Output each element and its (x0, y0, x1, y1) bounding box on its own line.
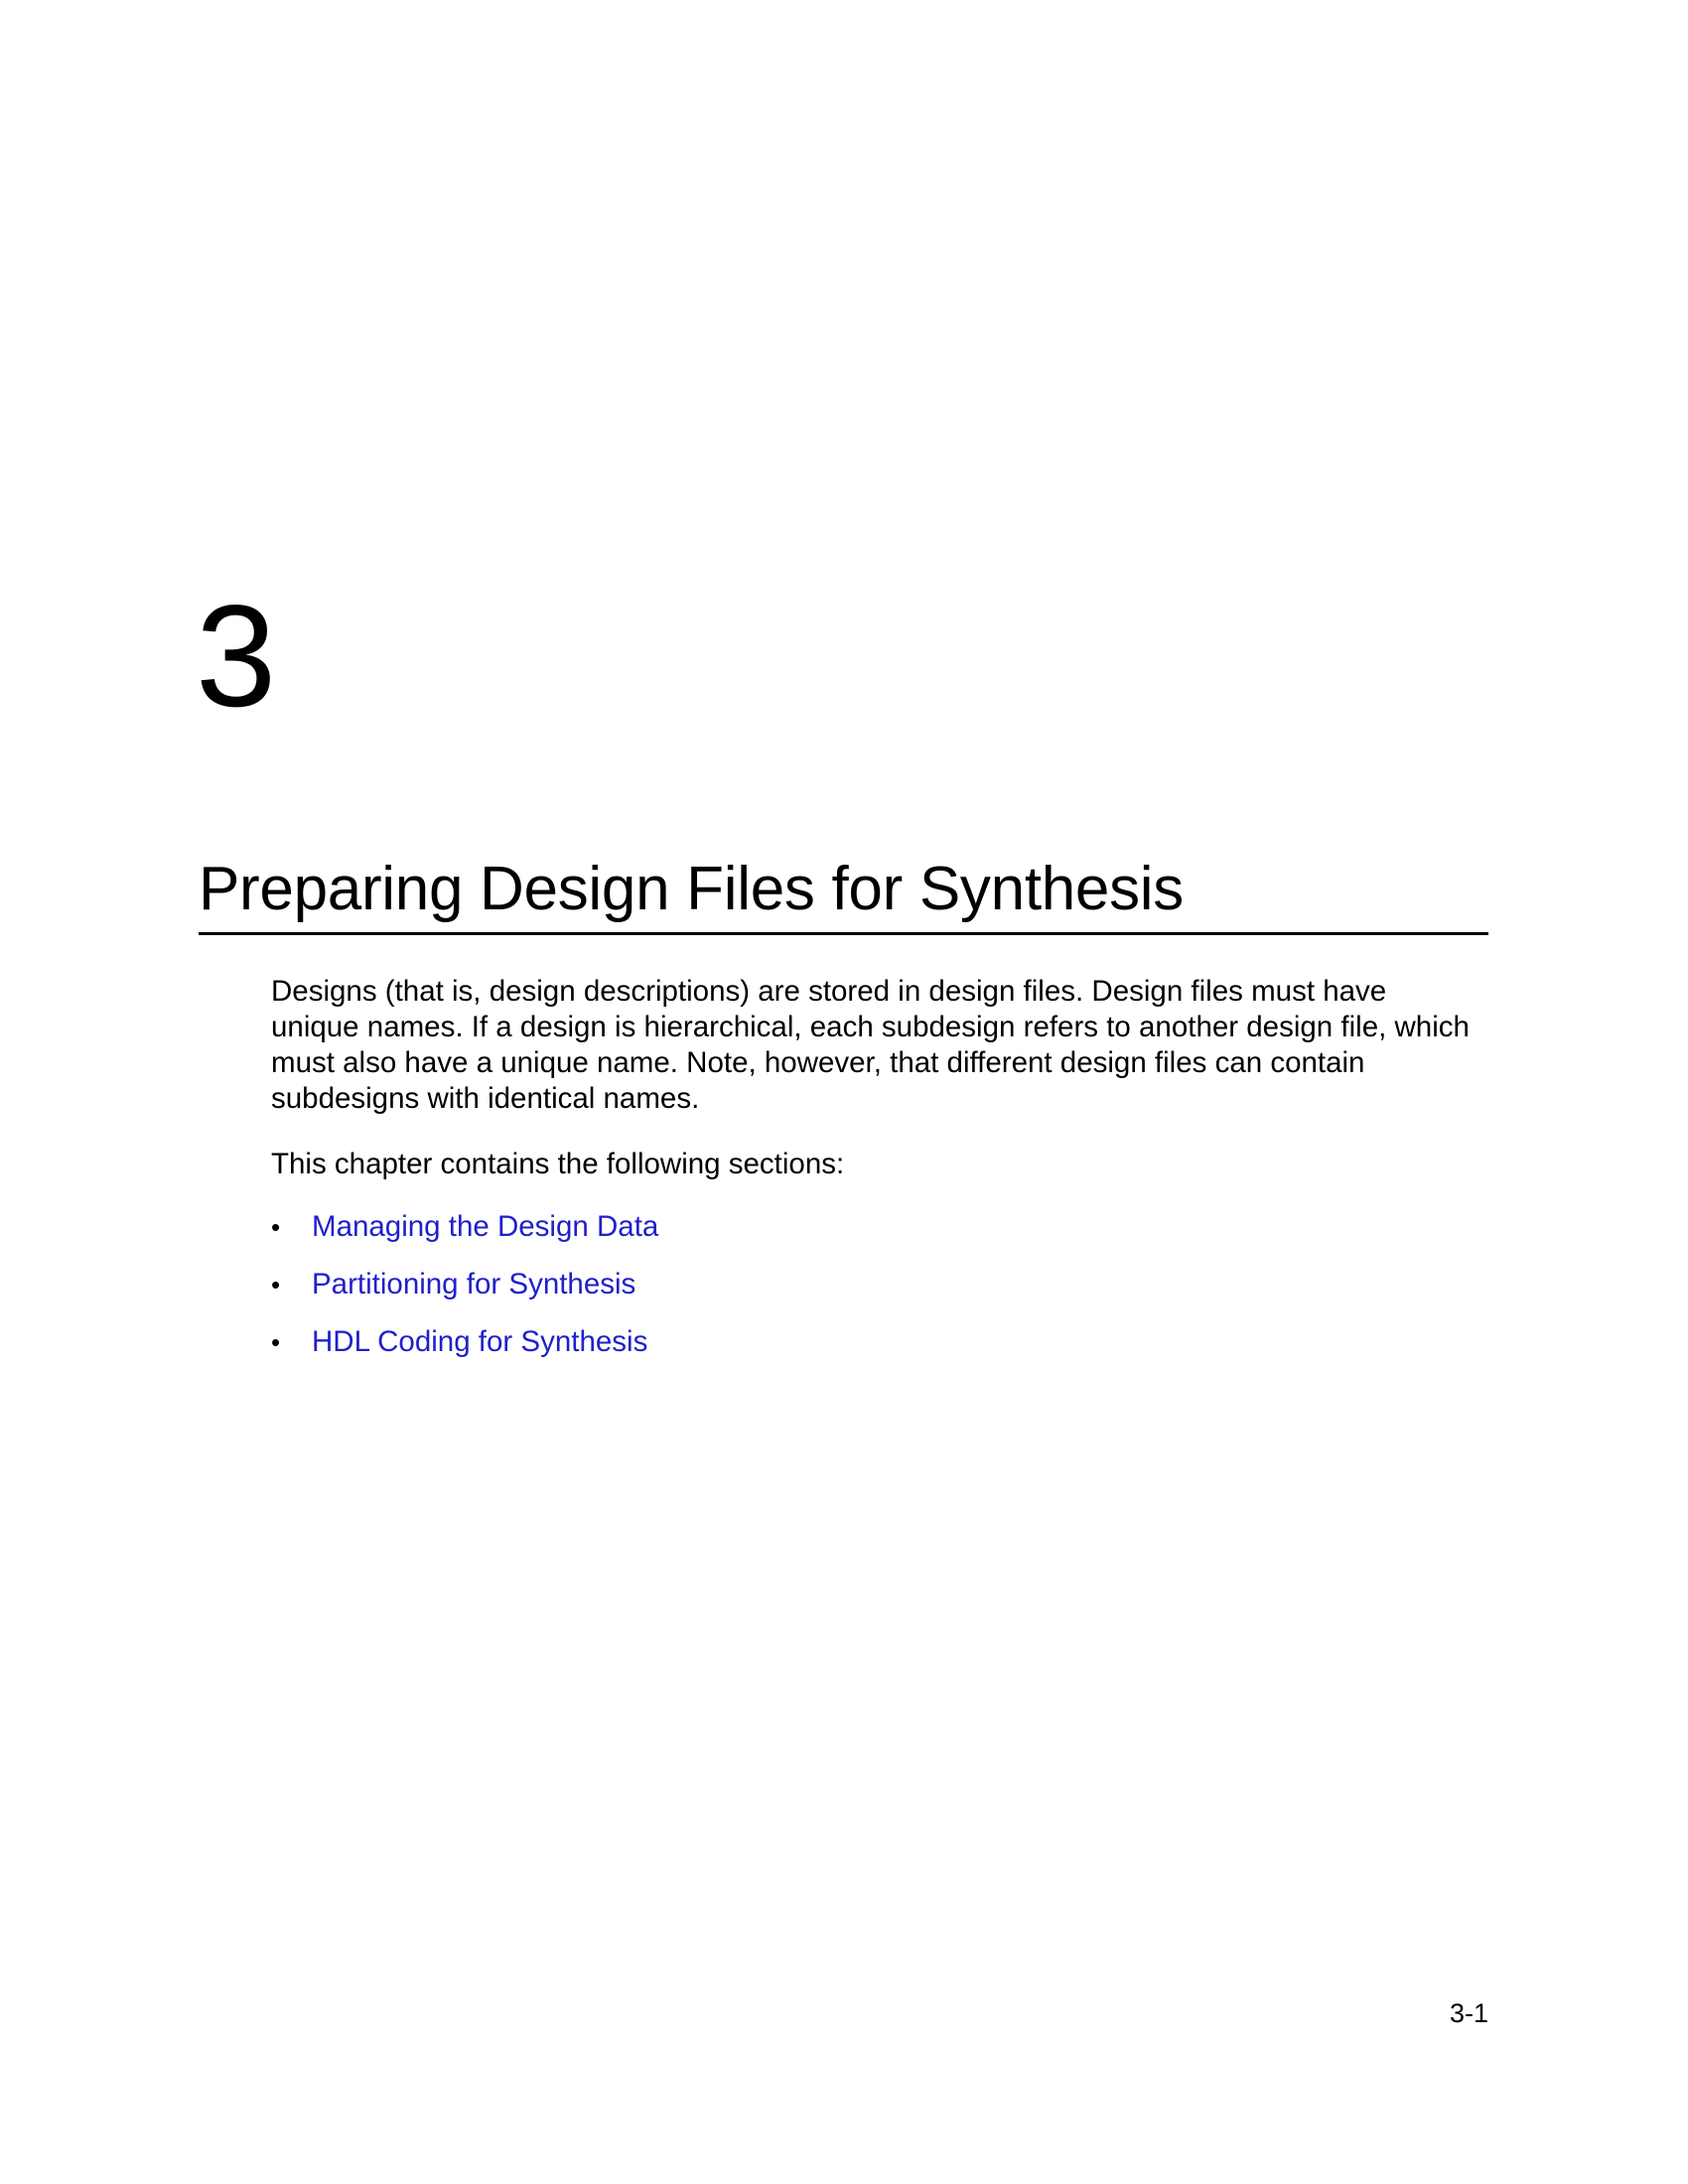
title-divider (199, 932, 1488, 935)
section-link-hdl-coding-for-synthesis[interactable]: HDL Coding for Synthesis (312, 1325, 648, 1358)
bullet-icon: • (271, 1212, 281, 1242)
intro-line: Designs (that is, design descriptions) are stored in design files. Design files must have (271, 975, 1387, 1008)
bullet-icon: • (271, 1327, 281, 1357)
bullet-icon: • (271, 1270, 281, 1299)
intro-line: must also have a unique name. Note, however, that different design files can contain (271, 1046, 1365, 1079)
section-link-managing-design-data[interactable]: Managing the Design Data (312, 1210, 659, 1243)
chapter-title: Preparing Design Files for Synthesis (199, 855, 1184, 923)
section-link-partitioning-for-synthesis[interactable]: Partitioning for Synthesis (312, 1268, 636, 1300)
chapter-number: 3 (196, 575, 277, 737)
intro-line: subdesigns with identical names. (271, 1082, 700, 1115)
sections-intro: This chapter contains the following sections: (271, 1148, 845, 1180)
intro-paragraph (271, 974, 1488, 1117)
intro-line: unique names. If a design is hierarchical, each subdesign refers to another design file, which (271, 1011, 1470, 1043)
page-number: 3-1 (1449, 1998, 1488, 2028)
